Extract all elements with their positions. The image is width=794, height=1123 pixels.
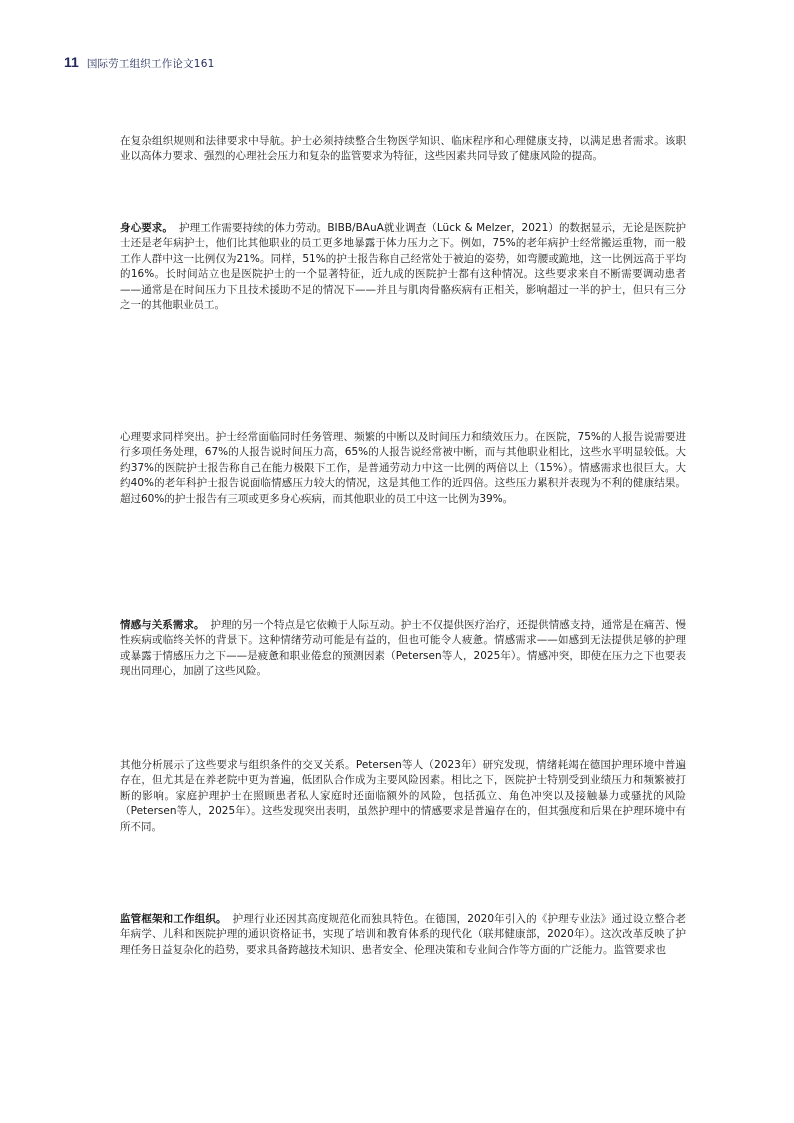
paragraph-text: 护理行业还因其高度规范化而独具特色。在德国，2020年引入的《护理专业法》通过设立整合老年病学、儿科和医院护理的通识资格证书，实现了培训和教育体系的现代化（联邦健康部，2020年）。这次改革反映了护理任务日益复杂化的趋势，要求具备跨越技术知识、患者安全、伦理决策和专业间合作等方面的广泛能力。监管要求也 [120, 913, 686, 956]
paragraph-other-analyses [120, 758, 686, 835]
page-number: 11 [64, 54, 79, 70]
paragraph-text: 护理工作需要持续的体力劳动。BIBB/BAuA就业调查（Lück & Melzer，2021）的数据显示，无论是医院护士还是老年病护士，他们比其他职业的员工更多地暴露于体力压力之下。例如，75%的老年病护士经常搬运重物，而一般工作人群中这一比例仅为21%。同样，51%的护士报告称自己经常处于被迫的姿势，如弯腰或跪地，这一比例远高于平均的16%。长时间站立也是医院护士的一个显著特征，近九成的医院护士都有这种情况。这些要求来自不断需要调动患者——通常是在时间压力下且技术援助不足的情况下——并且与肌肉骨骼疾病有正相关，影响超过一半的护士，但只有三分之一的其他职业员工。 [120, 222, 686, 312]
paragraph-lead: 情感与关系需求。 [120, 619, 205, 631]
paragraph-text: 护理的另一个特点是它依赖于人际互动。护士不仅提供医疗治疗，还提供情感支持，通常是在痛苦、慢性疾病或临终关怀的背景下。这种情绪劳动可能是有益的，但也可能令人疲惫。情感需求——如感到无法提供足够的护理或暴露于情感压力之下——是疲惫和职业倦怠的预测因素（Petersen等人，2025年）。情感冲突，即使在压力之下也要表现出同理心，加剧了这些风险。 [120, 619, 687, 678]
paragraph-intro [120, 134, 686, 165]
paragraph-text: 心理要求同样突出。护士经常面临同时任务管理、频繁的中断以及时间压力和绩效压力。在医院，75%的人报告说需要进行多项任务处理，67%的人报告说时间压力高，65%的人报告说经常被中断，而与其他职业相比，这些水平明显较低。大约37%的医院护士报告称自己在能力极限下工作，是普通劳动力中这一比例的两倍以上（15%）。情感需求也很巨大。大约40%的老年科护士报告说面临情感压力较大的情况，这是其他工作的近四倍。这些压力累积并表现为不利的健康结果。超过60%的护士报告有三项或更多身心疾病，而其他职业的员工中这一比例为39%。 [120, 431, 686, 505]
paragraph-psychological-demands [120, 430, 686, 507]
page-header [64, 54, 214, 72]
paragraph-text: 在复杂组织规则和法律要求中导航。护士必须持续整合生物医学知识、临床程序和心理健康支持，以满足患者需求。该职业以高体力要求、强烈的心理社会压力和复杂的监管要求为特征，这些因素共同导致了健康风险的提高。 [120, 135, 686, 163]
paragraph-regulatory-framework [120, 912, 686, 958]
paragraph-lead: 监管框架和工作组织。 [120, 913, 227, 925]
paragraph-emotional-demands [120, 618, 686, 680]
paragraph-physical-demands [120, 221, 686, 313]
paragraph-text: 其他分析展示了这些要求与组织条件的交叉关系。Petersen等人（2023年）研究发现，情绪耗竭在德国护理环境中普遍存在，但尤其是在养老院中更为普遍，低团队合作成为主要风险因素。相比之下，医院护士特别受到业绩压力和频繁被打断的影响。家庭护理护士在照顾患者私人家庭时还面临额外的风险，包括孤立、角色冲突以及接触暴力或骚扰的风险（Petersen等人，2025年）。这些发现突出表明，虽然护理中的情感要求是普遍存在的，但其强度和后果在护理环境中有所不同。 [120, 759, 686, 833]
running-title: 国际劳工组织工作论文161 [86, 58, 215, 70]
paragraph-lead: 身心要求。 [120, 222, 173, 234]
